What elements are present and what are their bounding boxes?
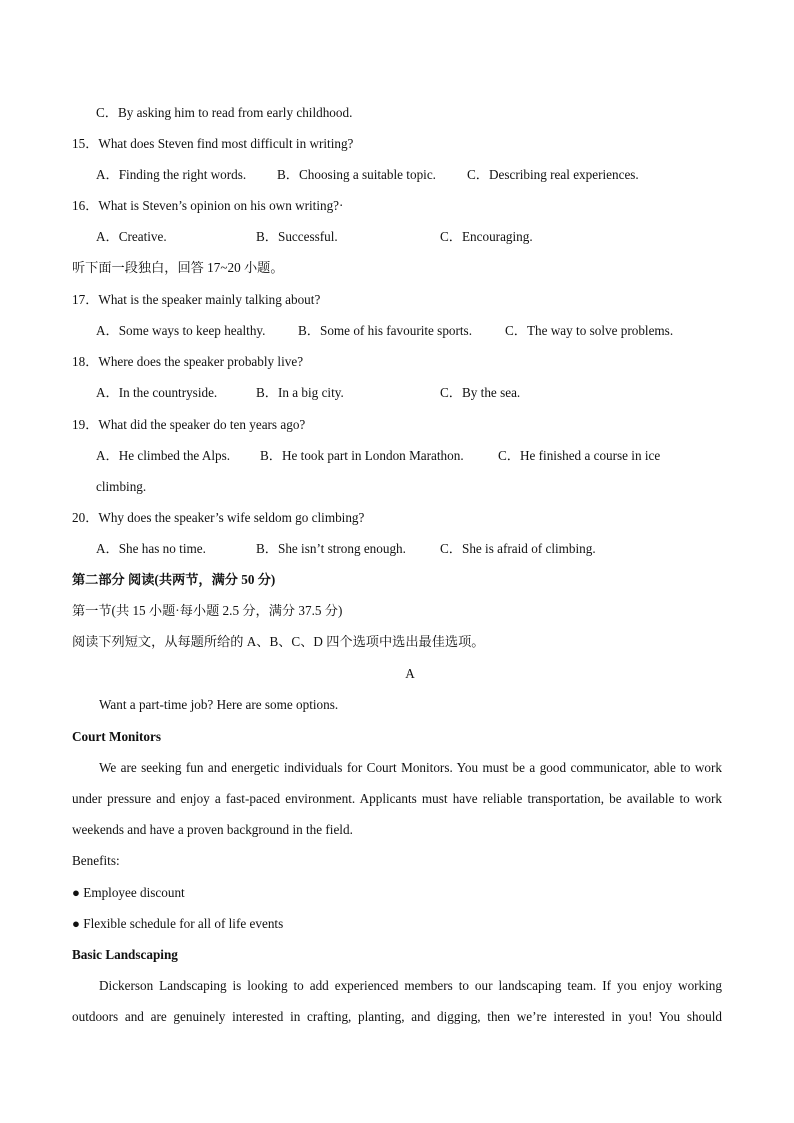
q17-option-a: A．Some ways to keep healthy. <box>96 323 266 338</box>
q15-question: 15．What does Steven find most difficult in writing? <box>72 136 354 151</box>
q19-question: 19．What did the speaker do ten years ago? <box>72 417 306 432</box>
q19-option-a: A．He climbed the Alps. <box>96 448 231 463</box>
q16-option-b: B．Successful. <box>256 229 338 244</box>
q16-option-a: A．Creative. <box>96 229 167 244</box>
q18-option-a: A．In the countryside. <box>96 385 218 400</box>
q20-option-c: C．She is afraid of climbing. <box>440 541 596 556</box>
q18-question: 18．Where does the speaker probably live? <box>72 354 304 369</box>
reading-instruction: 阅读下列短文，从每题所给的 A、B、C、D 四个选项中选出最佳选项。 <box>72 634 485 649</box>
q18-option-b: B．In a big city. <box>256 385 344 400</box>
q20-question: 20．Why does the speaker’s wife seldom go climbing? <box>72 510 365 525</box>
q18-option-c: C．By the sea. <box>440 385 521 400</box>
passage-intro: Want a part-time job? Here are some options. <box>99 697 339 712</box>
q15-option-c: C．Describing real experiences. <box>467 167 639 182</box>
q19-option-c: C．He finished a course in ice <box>498 448 661 463</box>
q16-question: 16．What is Steven’s opinion on his own writing?· <box>72 198 344 213</box>
q20-option-b: B．She isn’t strong enough. <box>256 541 406 556</box>
q19-option-b: B．He took part in London Marathon. <box>260 448 464 463</box>
benefits-label: Benefits: <box>72 853 120 868</box>
q19-option-c-continued: climbing. <box>96 479 147 494</box>
q15-option-b: B．Choosing a suitable topic. <box>277 167 436 182</box>
job1-title: Court Monitors <box>72 729 162 744</box>
benefit-item: ● Employee discount <box>72 885 185 900</box>
q16-option-c: C．Encouraging. <box>440 229 533 244</box>
q14-option-c: C．By asking him to read from early childhood. <box>96 105 353 120</box>
benefit-item: ● Flexible schedule for all of life events <box>72 916 284 931</box>
part2-title: 第二部分 阅读(共两节，满分 50 分) <box>72 572 276 587</box>
q17-question: 17．What is the speaker mainly talking about? <box>72 292 321 307</box>
q15-option-a: A．Finding the right words. <box>96 167 247 182</box>
section1-title: 第一节(共 15 小题·每小题 2.5 分，满分 37.5 分) <box>72 603 343 618</box>
q17-option-c: C．The way to solve problems. <box>505 323 674 338</box>
job2-body: Dickerson Landscaping is looking to add experienced members to our landscaping team. If you enjoy working outdoors and are genuinely interested in crafting, planting, and digging, then we’re interested in you! You should <box>72 978 722 1024</box>
passage-letter: A <box>405 666 415 681</box>
monologue-instruction: 听下面一段独白，回答 17~20 小题。 <box>72 260 284 275</box>
q20-option-a: A．She has no time. <box>96 541 206 556</box>
job2-title: Basic Landscaping <box>72 947 178 962</box>
job1-body: We are seeking fun and energetic individuals for Court Monitors. You must be a good communicator, able to work under pressure and enjoy a fast-paced environment. Applicants must have reliable transportation, be available to work weekends and have a proven background in the field. <box>72 760 722 837</box>
q17-option-b: B．Some of his favourite sports. <box>298 323 472 338</box>
